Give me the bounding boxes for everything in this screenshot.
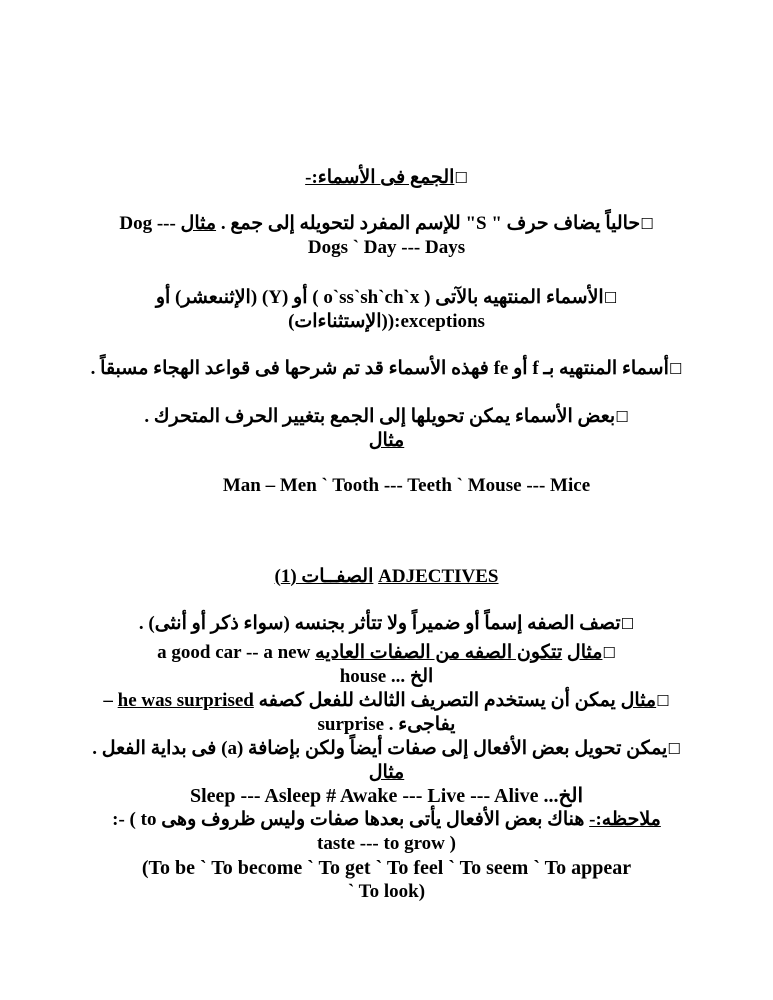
bullet-icon: ☐ xyxy=(656,692,670,710)
adj-item-5-line-1: ملاحظه:- هناك بعض الأفعال يأتى بعدها صفات وليس ظروف وهى :- ( to xyxy=(112,809,661,830)
adj-item-5-line-4: ` To look) xyxy=(347,881,426,902)
adj-item-3-line-1: ☐مثال يمكن أن يستخدم التصريف الثالث للفعل كصفه he was surprised – xyxy=(103,690,670,711)
rule-1-line-1: ☐حالياً يضاف حرف " S" للإسم المفرد لتحويله إلى جمع . مثال Dog --- xyxy=(119,213,654,234)
bullet-icon: ☐ xyxy=(615,408,629,426)
bullet-icon: ☐ xyxy=(602,644,616,662)
adj-item-3-line-2: surprise . يفاجىء xyxy=(317,714,456,735)
heading-en: ADJECTIVES xyxy=(378,566,499,587)
adj-item-1: ☐تصف الصفه إسماً أو ضميراً ولا تتأثر بجنسه (سواء ذكر أو أنثى) . xyxy=(138,613,635,634)
adj-item-4-line-1: ☐يمكن تحويل بعض الأفعال إلى صفات أيضاً ولكن بإضافة (a) فى بداية الفعل . xyxy=(92,738,681,759)
bullet-icon: ☐ xyxy=(640,215,654,233)
heading-text: الجمع فى الأسماء:- xyxy=(305,167,455,188)
adj-item-2-line-1: ☐مثال تتكون الصفه من الصفات العاديه a good car -- a new xyxy=(157,642,616,663)
bullet-icon: ☐ xyxy=(620,615,635,633)
section-heading-plural xyxy=(0,166,773,190)
note-label: ملاحظه:- xyxy=(589,809,661,830)
rule-4-line-1: ☐بعض الأسماء يمكن تحويلها إلى الجمع بتغيير الحرف المتحرك . xyxy=(144,406,629,427)
adj-item-4-example: Sleep --- Asleep # Awake --- Live --- Alive ...الخ xyxy=(189,785,584,807)
rule-2-line-1: ☐الأسماء المنتهيه بالآتى ( o`ss`sh`ch`x ) أو (Y) (الإثنىعشر) أو xyxy=(155,287,618,308)
heading-ar: الصفــات (1) xyxy=(274,566,374,587)
adj-item-4-example-label: مثال xyxy=(368,762,405,783)
bullet-icon: ☐ xyxy=(667,740,681,758)
example-label: مثال xyxy=(180,213,217,234)
bullet-icon: ☐ xyxy=(603,289,618,307)
adj-item-2-line-2: house ... الخ xyxy=(339,666,434,687)
section-heading-adjectives xyxy=(0,565,773,589)
rule-3-line-1: ☐أسماء المنتهيه بـ f أو fe فهذه الأسماء قد تم شرحها فى قواعد الهجاء مسبقاً . xyxy=(90,358,683,379)
rule-1-line-2: Dogs ` Day --- Days xyxy=(307,237,466,258)
rule-4-example-label: مثال xyxy=(368,430,405,451)
bullet-icon: ☐ xyxy=(454,169,468,187)
rule-4-example: Man – Men ` Tooth --- Teeth ` Mouse --- Mice xyxy=(222,475,591,496)
bullet-icon: ☐ xyxy=(668,360,683,378)
rule-2-line-2: (الإستثناءات)):exceptions xyxy=(288,311,485,332)
adj-item-5-line-3: (To be ` To become ` To get ` To feel ` To seem ` To appear xyxy=(141,857,632,879)
adj-item-5-line-2: taste --- to grow ) xyxy=(317,833,456,854)
